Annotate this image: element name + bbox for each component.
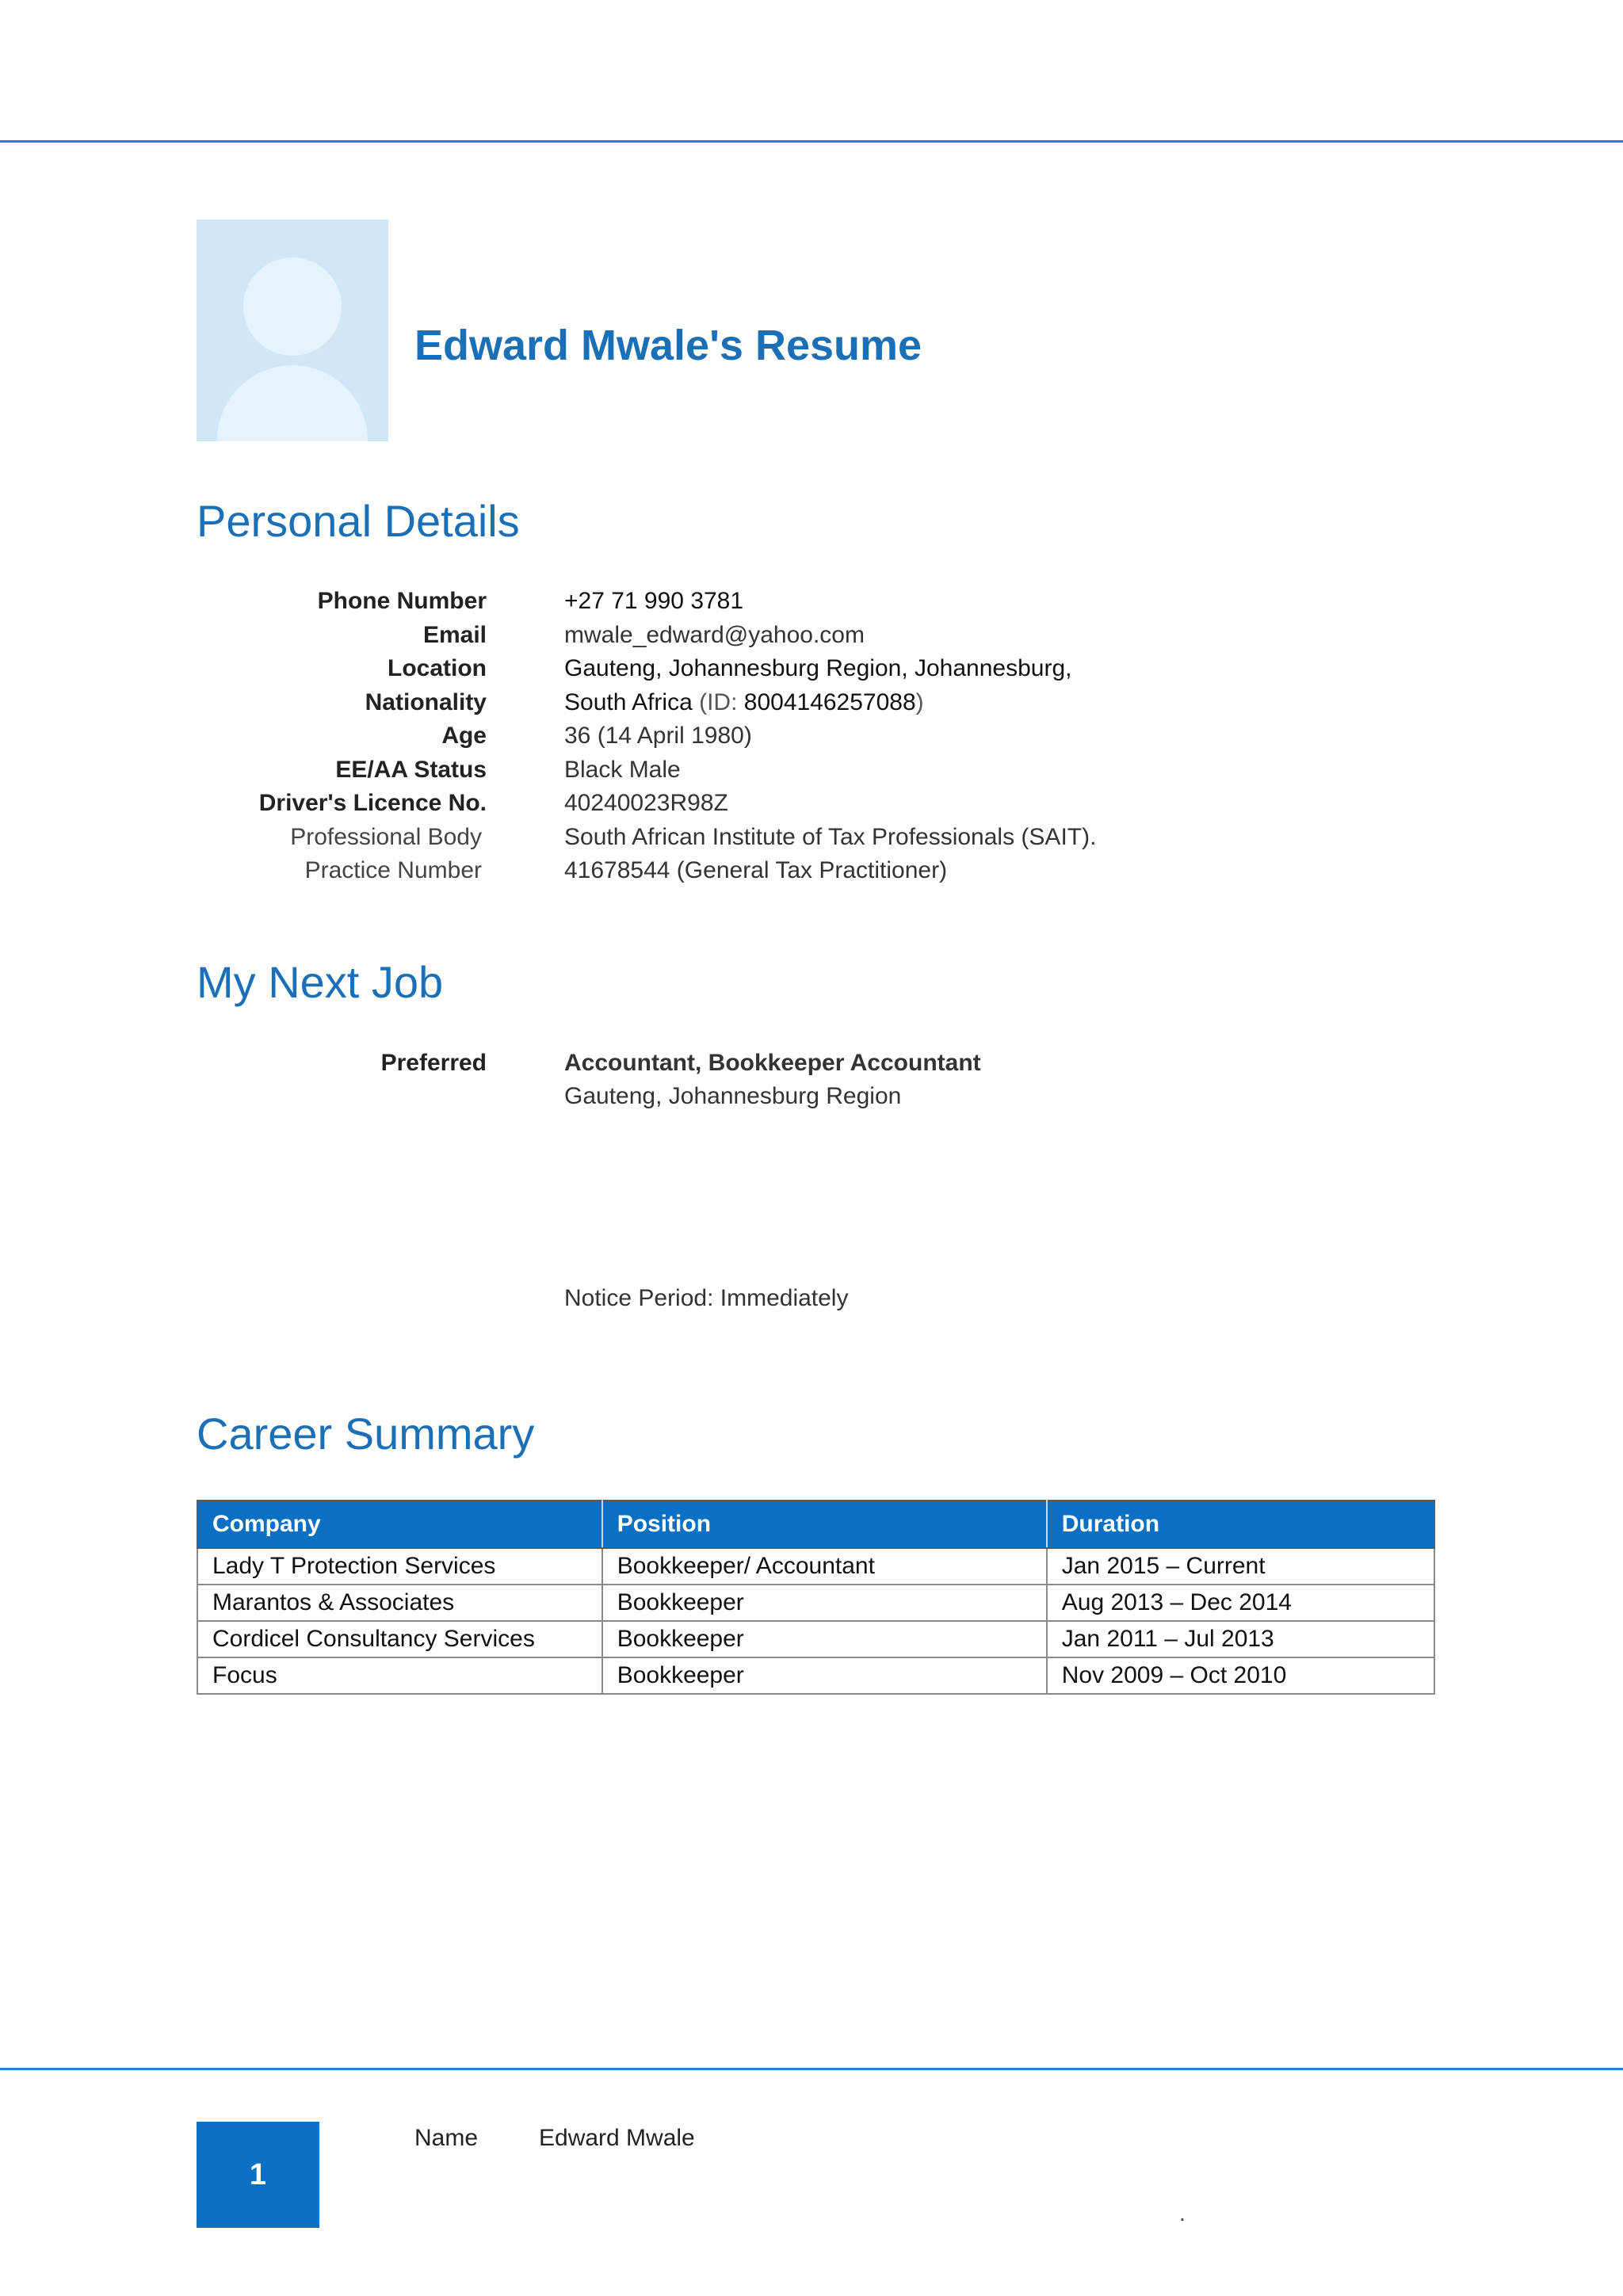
company-cell: Lady T Protection Services [197,1548,602,1585]
detail-row-email [0,622,1623,655]
avatar-head-shape [243,257,342,356]
detail-row-preferred-location [0,1083,1623,1116]
detail-label: Driver's Licence No. [258,790,487,816]
table-row [197,1548,1434,1585]
column-header: Duration [1047,1501,1434,1548]
age-value: 36 (14 April 1980) [564,723,752,749]
position-cell: Bookkeeper [602,1585,1047,1621]
detail-label: Phone Number [317,588,487,614]
career-summary-heading: Career Summary [197,1409,535,1459]
detail-label: Practice Number [304,857,482,883]
resume-title: Edward Mwale's Resume [414,322,922,369]
table-header-row [197,1501,1434,1548]
nationality-value [564,689,924,716]
detail-label: Nationality [365,689,487,715]
header-rule [0,140,1623,143]
career-summary-table [197,1500,1435,1695]
footer-name-label: Name [414,2125,479,2151]
detail-row-practice-number [0,857,1623,891]
detail-row-nationality [0,689,1623,723]
detail-label: Professional Body [290,824,482,850]
detail-row-location [0,655,1623,688]
id-prefix: (ID: [692,689,744,715]
footer-rule [0,2068,1623,2070]
company-cell: Focus [197,1657,602,1694]
detail-row-licence [0,790,1623,823]
position-cell: Bookkeeper/ Accountant [602,1548,1047,1585]
detail-label: Location [388,655,487,681]
location-value [564,655,1071,682]
licence-value: 40240023R98Z [564,790,728,816]
avatar-body-shape [217,365,368,441]
preferred-roles: Accountant, Bookkeeper Accountant [564,1050,981,1076]
duration-cell: Jan 2015 – Current [1047,1548,1434,1585]
personal-details-heading: Personal Details [197,496,520,546]
id-suffix: ) [915,689,924,715]
footer-name-value: Edward Mwale [539,2125,695,2151]
detail-row-preferred [0,1050,1623,1083]
position-cell: Bookkeeper [602,1621,1047,1657]
column-header: Position [602,1501,1047,1548]
column-header: Company [197,1501,602,1548]
company-cell: Cordicel Consultancy Services [197,1621,602,1657]
detail-label: Preferred [380,1050,487,1076]
duration-cell: Nov 2009 – Oct 2010 [1047,1657,1434,1694]
detail-row-age [0,723,1623,756]
eeaa-value: Black Male [564,757,681,783]
detail-label: Email [422,622,487,648]
next-job-heading: My Next Job [197,957,444,1007]
phone-value [564,588,743,615]
detail-row-phone [0,588,1623,621]
nationality-country: South Africa [564,689,693,715]
phone-text: +27 71 990 3781 [564,588,744,614]
detail-label: EE/AA Status [335,757,487,783]
table-row [197,1621,1434,1657]
table-row [197,1657,1434,1694]
practice-number-value: 41678544 (General Tax Practitioner) [564,857,948,883]
table-row [197,1585,1434,1621]
detail-row-eeaa [0,757,1623,790]
email-value: mwale_edward@yahoo.com [564,622,865,648]
professional-body-value: South African Institute of Tax Professionals (SAIT). [564,824,1097,850]
location-text: Gauteng, Johannesburg Region, Johannesburg, [564,655,1072,681]
position-cell: Bookkeeper [602,1657,1047,1694]
detail-row-professional-body [0,824,1623,857]
detail-row-notice-period [0,1285,1623,1318]
preferred-location: Gauteng, Johannesburg Region [564,1083,902,1109]
duration-cell: Jan 2011 – Jul 2013 [1047,1621,1434,1657]
page-number-badge [197,2122,319,2228]
duration-cell: Aug 2013 – Dec 2014 [1047,1585,1434,1621]
page-number: 1 [249,2157,267,2191]
footer-dot: . [1179,2201,1186,2225]
person-placeholder-icon [197,219,388,441]
detail-label: Age [441,723,487,749]
id-number: 8004146257088 [743,689,916,715]
company-cell: Marantos & Associates [197,1585,602,1621]
notice-period: Notice Period: Immediately [564,1285,849,1311]
